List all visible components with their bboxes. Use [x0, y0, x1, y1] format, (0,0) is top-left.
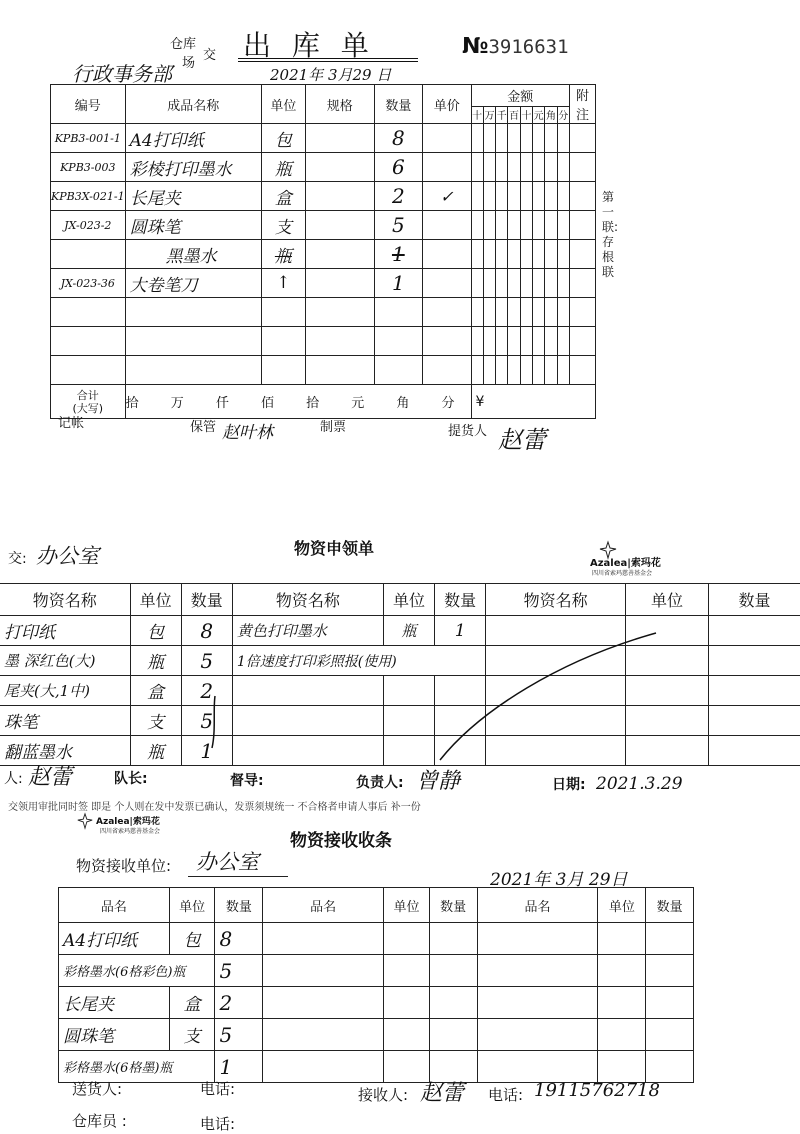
col-header: 品名: [477, 888, 598, 923]
form2-dept: 办公室: [36, 544, 99, 568]
row-qty: 1: [435, 616, 486, 646]
digit-header: 角: [545, 106, 557, 123]
digit-header: 分: [557, 106, 569, 123]
row-price: [423, 240, 471, 269]
keeper-signature: 赵叶林: [222, 423, 273, 443]
keeper-phone-label: 电话:: [200, 1115, 236, 1133]
col-header: 单位: [169, 888, 215, 923]
col-header: 数量: [708, 584, 800, 616]
col-header: 单位: [383, 584, 434, 616]
row-unit: 瓶: [130, 646, 181, 676]
col-unit: 单位: [261, 85, 305, 124]
form3-date: 2021年 3月 29日: [490, 870, 628, 890]
total-yen: ¥: [471, 385, 595, 419]
row-item: 彩格墨水(6格墨)瓶: [59, 1051, 215, 1083]
digit-header: 十: [520, 106, 532, 123]
col-header: 数量: [429, 888, 477, 923]
row-item: 墨 深红色(大): [0, 646, 130, 676]
col-code: 编号: [51, 85, 126, 124]
manager-signature: 曾静: [416, 769, 461, 794]
row-qty: 1: [374, 240, 422, 269]
table-header-row: [59, 888, 694, 923]
row-qty: 5: [374, 211, 422, 240]
digit-header: 元: [533, 106, 545, 123]
digit-header: 千: [496, 106, 508, 123]
table-row: [51, 327, 596, 356]
row-spec: [305, 211, 374, 240]
keeper-label: 仓库员 :: [72, 1112, 127, 1130]
table-row: [51, 124, 596, 153]
table-row: [59, 955, 694, 987]
col-header: 单位: [626, 584, 709, 616]
form1-title-underline: [238, 58, 418, 62]
logo-text: Azalea|索玛花: [96, 817, 160, 827]
col-header: 物资名称: [232, 584, 383, 616]
row-unit: 包: [261, 124, 305, 153]
row-qty: 1: [374, 269, 422, 298]
row-spec: [305, 182, 374, 211]
table-row: [59, 1051, 694, 1083]
row-unit: 支: [130, 706, 181, 736]
row-qty: 2: [181, 676, 232, 706]
table-row: [59, 923, 694, 955]
col-header: 数量: [646, 888, 694, 923]
row-price: [423, 153, 471, 182]
row-unit: 包: [169, 923, 215, 955]
number-value: 3916631: [488, 36, 569, 58]
row-code: KPB3X-021-1: [51, 182, 126, 211]
row-qty: 2: [215, 987, 263, 1019]
form1-number: [462, 34, 569, 59]
total-label-text: 合计: [76, 388, 99, 402]
row-qty: 8: [181, 616, 232, 646]
deliverer-phone-label: 电话:: [200, 1080, 236, 1098]
col-header: 品名: [263, 888, 384, 923]
row-unit: 支: [169, 1019, 215, 1051]
table-row: [51, 356, 596, 385]
row-price: [423, 269, 471, 298]
row-qty: 5: [181, 706, 232, 736]
table-row: [51, 269, 596, 298]
row-spec: [305, 269, 374, 298]
col-price: 单价: [423, 85, 471, 124]
row-qty: 8: [215, 923, 263, 955]
col-note: 附注: [569, 85, 595, 124]
form1-title: 出 库 单: [243, 29, 375, 62]
form2-dept-label: 交:: [8, 551, 27, 567]
table-row: [59, 1019, 694, 1051]
row-item: 翻蓝墨水: [0, 736, 130, 766]
row-code: JX-023-36: [51, 269, 126, 298]
row-unit: ↑: [261, 269, 305, 298]
row-qty: 5: [215, 955, 263, 987]
number-prefix: №: [462, 34, 489, 59]
form1-warehouse-label: [170, 33, 196, 52]
row-unit: 盒: [261, 182, 305, 211]
form3-unit-label: 物资接收单位:: [76, 857, 172, 875]
applicant-label: 人:: [4, 771, 23, 787]
col-header: 数量: [435, 584, 486, 616]
row-name: A4打印纸: [125, 124, 261, 153]
col-header: 数量: [181, 584, 232, 616]
row-qty: 8: [374, 124, 422, 153]
row-qty: 5: [181, 646, 232, 676]
row-name: 长尾夹: [125, 182, 261, 211]
row-item: A4打印纸: [59, 923, 170, 955]
row-price: ✓: [423, 182, 471, 211]
form1-warehouse-label3: 场: [182, 56, 196, 71]
row-spec: [305, 240, 374, 269]
row-code: KPB3-001-1: [51, 124, 126, 153]
digit-header: 万: [483, 106, 495, 123]
table-row: [51, 211, 596, 240]
table-row: [51, 182, 596, 211]
receiver-signature: 赵蕾: [420, 1081, 465, 1106]
col-header: 数量: [215, 888, 263, 923]
form1-warehouse-label2: 交: [203, 48, 217, 63]
row-item: 1倍速度打印彩照报(使用): [232, 646, 485, 676]
receiver-signature: 赵蕾: [498, 426, 546, 454]
row-unit: 盒: [130, 676, 181, 706]
row-item: 黄色打印墨水: [232, 616, 383, 646]
row-unit: 瓶: [261, 153, 305, 182]
table-row: [51, 240, 596, 269]
row-price: [423, 211, 471, 240]
table-row: [51, 298, 596, 327]
receiver-phone-label: 电话:: [488, 1086, 524, 1104]
row-name: 大卷笔刀: [125, 269, 261, 298]
supervisor-label: 督导:: [230, 773, 264, 789]
bookkeep-label: 记帐: [58, 416, 85, 431]
row-code: KPB3-003: [51, 153, 126, 182]
form3-unit-underline: [188, 876, 288, 877]
row-price: [423, 124, 471, 153]
row-unit: 包: [130, 616, 181, 646]
row-qty: 6: [374, 153, 422, 182]
col-header: 单位: [384, 888, 430, 923]
row-unit: 瓶: [383, 616, 434, 646]
col-amount: 金额: [471, 85, 569, 107]
form2-footnote: 交领用审批同时签 即是 个人则在发中发票已确认，发票须规统一 不合格者申请人事后 补一份: [8, 802, 421, 813]
date-label: 日期:: [552, 777, 586, 793]
form1-dept: 行政事务部: [72, 62, 172, 86]
total-text: 拾 万 仟 佰 拾 元 角 分: [125, 385, 471, 419]
digit-header: 十: [471, 106, 483, 123]
receiver-label: 提货人: [448, 424, 488, 439]
row-name: 黑墨水: [125, 240, 261, 269]
receiver-phone: 19115762718: [534, 1080, 660, 1101]
row-spec: [305, 153, 374, 182]
table-row: [59, 987, 694, 1019]
row-item: 彩格墨水(6格彩色)瓶: [59, 955, 215, 987]
col-qty: 数量: [374, 85, 422, 124]
col-header: 单位: [130, 584, 181, 616]
form1-table: [50, 84, 596, 419]
row-unit: 支: [261, 211, 305, 240]
row-code: JX-023-2: [51, 211, 126, 240]
row-item: 打印纸: [0, 616, 130, 646]
col-header: 单位: [598, 888, 646, 923]
col-header: 品名: [59, 888, 170, 923]
form1-side-text: 第一联:存根联: [602, 190, 619, 279]
row-unit: 盒: [169, 987, 215, 1019]
form3-table: [58, 887, 694, 1083]
row-code: [51, 240, 126, 269]
row-spec: [305, 124, 374, 153]
form3-unit: 办公室: [196, 850, 259, 874]
applicant-signature: 赵蕾: [28, 765, 73, 790]
digit-header: 百: [508, 106, 520, 123]
total-label2-text: (大写): [72, 401, 104, 415]
row-item: 尾夹(大,1中): [0, 676, 130, 706]
logo-sub: 四川省索玛慈善基金会: [592, 570, 653, 577]
form1-date: 2021年 3月29 日: [270, 66, 392, 84]
col-header: 物资名称: [486, 584, 626, 616]
col-spec: 规格: [305, 85, 374, 124]
receiver-label: 接收人:: [358, 1086, 409, 1104]
form2-title: 物资申领单: [294, 539, 375, 558]
row-item: 长尾夹: [59, 987, 170, 1019]
deliverer-label: 送货人:: [72, 1080, 123, 1098]
row-qty: 1: [181, 736, 232, 766]
logo-text: Azalea|索玛花: [590, 558, 661, 569]
row-item: 圆珠笔: [59, 1019, 170, 1051]
row-qty: 5: [215, 1019, 263, 1051]
row-unit: 瓶: [261, 240, 305, 269]
logo-sub: 四川省索玛慈善基金会: [100, 828, 161, 835]
col-header: 物资名称: [0, 584, 130, 616]
manager-label: 负责人:: [356, 775, 404, 791]
row-unit: 瓶: [130, 736, 181, 766]
captain-label: 队长:: [114, 771, 148, 787]
row-item: 珠笔: [0, 706, 130, 736]
row-qty: 2: [374, 182, 422, 211]
keeper-label: 保管: [190, 420, 217, 435]
maker-label: 制票: [320, 420, 347, 435]
row-name: 彩棱打印墨水: [125, 153, 261, 182]
col-name: 成品名称: [125, 85, 261, 124]
warehouse-label-text: 仓库: [170, 37, 197, 52]
row-name: 圆珠笔: [125, 211, 261, 240]
form2-date: 2021.3.29: [596, 774, 683, 794]
row-qty: 1: [215, 1051, 263, 1083]
form3-title: 物资接收收条: [290, 831, 392, 851]
total-row: [51, 385, 596, 419]
flower-icon: [76, 812, 94, 830]
table-row: [51, 153, 596, 182]
